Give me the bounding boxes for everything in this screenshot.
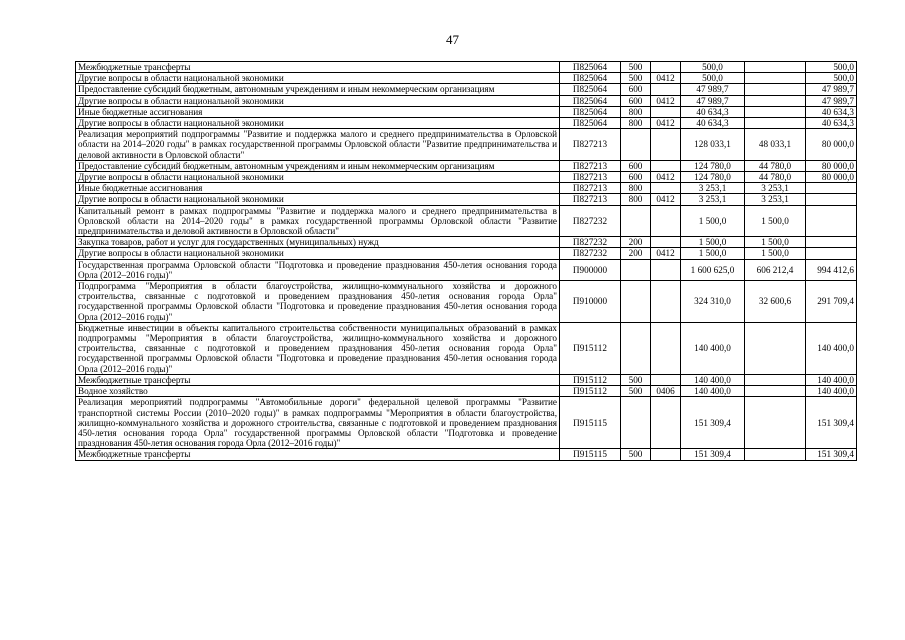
row-section-cell <box>651 183 681 194</box>
row-expense-type-cell: 200 <box>621 248 651 259</box>
row-federal-amount-cell <box>745 449 806 460</box>
row-total-amount-cell: 500,0 <box>681 62 745 73</box>
table-row <box>76 205 857 237</box>
table-row <box>76 106 857 117</box>
row-section-cell: 0412 <box>651 73 681 84</box>
row-expense-type-cell: 600 <box>621 84 651 95</box>
row-name-cell: Межбюджетные трансферты <box>76 374 560 385</box>
row-code-cell: П827213 <box>560 194 621 205</box>
row-expense-type-cell <box>621 322 651 374</box>
table-row <box>76 237 857 248</box>
row-name-cell: Подпрограмма "Мероприятия в области благоустройства, жилищно-коммунального хозяйства и дорожного строительства, связанные с подготовкой и проведением празднования 450-летия основания города Орла" государственной программы Орловской области "Подготовка и проведение празднования 450-летия основания города Орла (2012–2016 годы)" <box>76 281 560 323</box>
row-regional-amount-cell: 500,0 <box>806 73 857 84</box>
row-expense-type-cell <box>621 397 651 449</box>
row-section-cell <box>651 237 681 248</box>
row-expense-type-cell <box>621 129 651 161</box>
row-section-cell <box>651 160 681 171</box>
row-code-cell: П827213 <box>560 183 621 194</box>
row-regional-amount-cell <box>806 205 857 237</box>
row-code-cell: П825064 <box>560 118 621 129</box>
row-name-cell: Предоставление субсидий бюджетным, автономным учреждениям и иным некоммерческим организациям <box>76 160 560 171</box>
row-regional-amount-cell: 40 634,3 <box>806 118 857 129</box>
row-total-amount-cell: 124 780,0 <box>681 172 745 183</box>
row-name-cell: Межбюджетные трансферты <box>76 62 560 73</box>
row-name-cell: Другие вопросы в области национальной экономики <box>76 172 560 183</box>
row-code-cell: П915112 <box>560 322 621 374</box>
row-name-cell: Реализация мероприятий подпрограммы "Автомобильные дороги" федеральной целевой программы "Развитие транспортной системы России (2010–2020 годы)" в рамках подпрограммы "Мероприятия в области благоустройства, жилищно-коммунального хозяйства и дорожного строительства, связанные с подготовкой и проведением празднования 450-летия основания города Орла" государственной программы Орловской области "Подготовка и проведение празднования 450-летия основания города Орла (2012–2016 годы)" <box>76 397 560 449</box>
row-regional-amount-cell <box>806 237 857 248</box>
row-regional-amount-cell <box>806 194 857 205</box>
row-name-cell: Другие вопросы в области национальной экономики <box>76 118 560 129</box>
row-federal-amount-cell <box>745 118 806 129</box>
table-row <box>76 281 857 323</box>
row-code-cell: П827213 <box>560 129 621 161</box>
row-regional-amount-cell <box>806 183 857 194</box>
row-total-amount-cell: 40 634,3 <box>681 106 745 117</box>
row-expense-type-cell: 500 <box>621 62 651 73</box>
table-body <box>76 62 857 461</box>
row-federal-amount-cell: 1 500,0 <box>745 205 806 237</box>
row-federal-amount-cell <box>745 374 806 385</box>
row-section-cell <box>651 62 681 73</box>
row-total-amount-cell: 151 309,4 <box>681 449 745 460</box>
row-expense-type-cell: 800 <box>621 194 651 205</box>
row-code-cell: П915115 <box>560 397 621 449</box>
row-total-amount-cell: 47 989,7 <box>681 84 745 95</box>
row-expense-type-cell: 600 <box>621 95 651 106</box>
table-row <box>76 73 857 84</box>
row-name-cell: Иные бюджетные ассигнования <box>76 183 560 194</box>
row-regional-amount-cell: 291 709,4 <box>806 281 857 323</box>
row-name-cell: Бюджетные инвестиции в объекты капитального строительства собственности муниципальных образований в рамках подпрограммы "Мероприятия в области благоустройства, жилищно-коммунального хозяйства и дорожного строительства, связанные с подготовкой и проведением празднования 450-летия основания города Орла" государственной программы Орловской области "Подготовка и проведение празднования 450-летия основания города Орла (2012–2016 годы)" <box>76 322 560 374</box>
row-name-cell: Закупка товаров, работ и услуг для государственных (муниципальных) нужд <box>76 237 560 248</box>
row-federal-amount-cell: 44 780,0 <box>745 172 806 183</box>
row-total-amount-cell: 151 309,4 <box>681 397 745 449</box>
row-total-amount-cell: 1 600 625,0 <box>681 259 745 280</box>
table-row <box>76 95 857 106</box>
row-code-cell: П827213 <box>560 172 621 183</box>
row-federal-amount-cell: 48 033,1 <box>745 129 806 161</box>
row-code-cell: П827232 <box>560 205 621 237</box>
row-total-amount-cell: 500,0 <box>681 73 745 84</box>
row-expense-type-cell: 200 <box>621 237 651 248</box>
table-row <box>76 322 857 374</box>
table-row <box>76 374 857 385</box>
table-row <box>76 160 857 171</box>
row-section-cell <box>651 205 681 237</box>
row-regional-amount-cell: 151 309,4 <box>806 397 857 449</box>
row-section-cell: 0412 <box>651 248 681 259</box>
row-federal-amount-cell: 32 600,6 <box>745 281 806 323</box>
row-expense-type-cell: 500 <box>621 449 651 460</box>
row-section-cell <box>651 374 681 385</box>
row-code-cell: П827213 <box>560 160 621 171</box>
row-total-amount-cell: 140 400,0 <box>681 374 745 385</box>
row-total-amount-cell: 324 310,0 <box>681 281 745 323</box>
row-federal-amount-cell: 44 780,0 <box>745 160 806 171</box>
row-expense-type-cell <box>621 205 651 237</box>
row-expense-type-cell: 500 <box>621 374 651 385</box>
row-regional-amount-cell: 140 400,0 <box>806 322 857 374</box>
row-total-amount-cell: 1 500,0 <box>681 248 745 259</box>
table-row <box>76 386 857 397</box>
row-code-cell: П825064 <box>560 62 621 73</box>
row-name-cell: Капитальный ремонт в рамках подпрограммы "Развитие и поддержка малого и среднего предпринимательства в Орловской области на 2014–2020 годы" в рамках государственной программы Орловской области "Развитие предпринимательства и деловой активности в Орловской области" <box>76 205 560 237</box>
row-name-cell: Другие вопросы в области национальной экономики <box>76 95 560 106</box>
row-federal-amount-cell: 606 212,4 <box>745 259 806 280</box>
row-total-amount-cell: 3 253,1 <box>681 194 745 205</box>
table-row <box>76 397 857 449</box>
row-section-cell <box>651 281 681 323</box>
row-expense-type-cell: 800 <box>621 183 651 194</box>
row-section-cell: 0412 <box>651 95 681 106</box>
row-name-cell: Государственная программа Орловской области "Подготовка и проведение празднования 450-летия основания города Орла (2012–2016 годы)" <box>76 259 560 280</box>
row-section-cell <box>651 84 681 95</box>
row-code-cell: П910000 <box>560 281 621 323</box>
row-expense-type-cell: 600 <box>621 172 651 183</box>
row-code-cell: П900000 <box>560 259 621 280</box>
row-section-cell <box>651 106 681 117</box>
table-row <box>76 118 857 129</box>
row-regional-amount-cell: 140 400,0 <box>806 386 857 397</box>
row-regional-amount-cell: 500,0 <box>806 62 857 73</box>
row-federal-amount-cell <box>745 106 806 117</box>
row-section-cell <box>651 259 681 280</box>
table-row <box>76 183 857 194</box>
row-total-amount-cell: 3 253,1 <box>681 183 745 194</box>
row-federal-amount-cell <box>745 84 806 95</box>
row-section-cell <box>651 322 681 374</box>
row-section-cell <box>651 129 681 161</box>
row-federal-amount-cell <box>745 322 806 374</box>
row-expense-type-cell: 500 <box>621 73 651 84</box>
row-federal-amount-cell <box>745 73 806 84</box>
row-section-cell <box>651 397 681 449</box>
row-regional-amount-cell: 47 989,7 <box>806 84 857 95</box>
row-section-cell: 0412 <box>651 172 681 183</box>
row-regional-amount-cell: 80 000,0 <box>806 172 857 183</box>
row-federal-amount-cell <box>745 95 806 106</box>
row-code-cell: П825064 <box>560 84 621 95</box>
row-regional-amount-cell <box>806 248 857 259</box>
row-expense-type-cell: 500 <box>621 386 651 397</box>
row-total-amount-cell: 47 989,7 <box>681 95 745 106</box>
budget-table <box>75 61 857 461</box>
row-regional-amount-cell: 80 000,0 <box>806 129 857 161</box>
row-name-cell: Другие вопросы в области национальной экономики <box>76 194 560 205</box>
row-name-cell: Межбюджетные трансферты <box>76 449 560 460</box>
row-total-amount-cell: 140 400,0 <box>681 386 745 397</box>
table-row <box>76 259 857 280</box>
row-regional-amount-cell: 994 412,6 <box>806 259 857 280</box>
row-code-cell: П827232 <box>560 237 621 248</box>
row-code-cell: П825064 <box>560 73 621 84</box>
row-regional-amount-cell: 140 400,0 <box>806 374 857 385</box>
row-federal-amount-cell: 1 500,0 <box>745 248 806 259</box>
row-expense-type-cell <box>621 281 651 323</box>
row-code-cell: П827232 <box>560 248 621 259</box>
row-code-cell: П825064 <box>560 95 621 106</box>
row-total-amount-cell: 124 780,0 <box>681 160 745 171</box>
row-name-cell: Другие вопросы в области национальной экономики <box>76 73 560 84</box>
row-expense-type-cell: 800 <box>621 106 651 117</box>
table-row <box>76 129 857 161</box>
row-regional-amount-cell: 47 989,7 <box>806 95 857 106</box>
row-expense-type-cell: 600 <box>621 160 651 171</box>
table-row <box>76 62 857 73</box>
row-federal-amount-cell <box>745 386 806 397</box>
table-row <box>76 194 857 205</box>
row-federal-amount-cell <box>745 62 806 73</box>
row-name-cell: Водное хозяйство <box>76 386 560 397</box>
row-regional-amount-cell: 151 309,4 <box>806 449 857 460</box>
row-section-cell: 0412 <box>651 118 681 129</box>
row-code-cell: П915115 <box>560 449 621 460</box>
row-regional-amount-cell: 40 634,3 <box>806 106 857 117</box>
row-federal-amount-cell: 1 500,0 <box>745 237 806 248</box>
row-section-cell: 0412 <box>651 194 681 205</box>
row-total-amount-cell: 40 634,3 <box>681 118 745 129</box>
row-code-cell: П825064 <box>560 106 621 117</box>
row-total-amount-cell: 128 033,1 <box>681 129 745 161</box>
page-number: 47 <box>446 32 459 47</box>
row-federal-amount-cell: 3 253,1 <box>745 194 806 205</box>
row-federal-amount-cell <box>745 397 806 449</box>
row-total-amount-cell: 1 500,0 <box>681 205 745 237</box>
row-total-amount-cell: 1 500,0 <box>681 237 745 248</box>
table-row <box>76 449 857 460</box>
row-section-cell: 0406 <box>651 386 681 397</box>
row-regional-amount-cell: 80 000,0 <box>806 160 857 171</box>
row-expense-type-cell <box>621 259 651 280</box>
table-row <box>76 248 857 259</box>
row-code-cell: П915112 <box>560 386 621 397</box>
row-name-cell: Предоставление субсидий бюджетным, автономным учреждениям и иным некоммерческим организациям <box>76 84 560 95</box>
table-row <box>76 84 857 95</box>
row-federal-amount-cell: 3 253,1 <box>745 183 806 194</box>
row-name-cell: Реализация мероприятий подпрограммы "Развитие и поддержка малого и среднего предпринимательства в Орловской области на 2014–2020 годы" в рамках государственной программы Орловской области "Развитие предпринимательства и деловой активности в Орловской области" <box>76 129 560 161</box>
row-name-cell: Другие вопросы в области национальной экономики <box>76 248 560 259</box>
row-code-cell: П915112 <box>560 374 621 385</box>
row-total-amount-cell: 140 400,0 <box>681 322 745 374</box>
row-name-cell: Иные бюджетные ассигнования <box>76 106 560 117</box>
row-section-cell <box>651 449 681 460</box>
row-expense-type-cell: 800 <box>621 118 651 129</box>
table-row <box>76 172 857 183</box>
